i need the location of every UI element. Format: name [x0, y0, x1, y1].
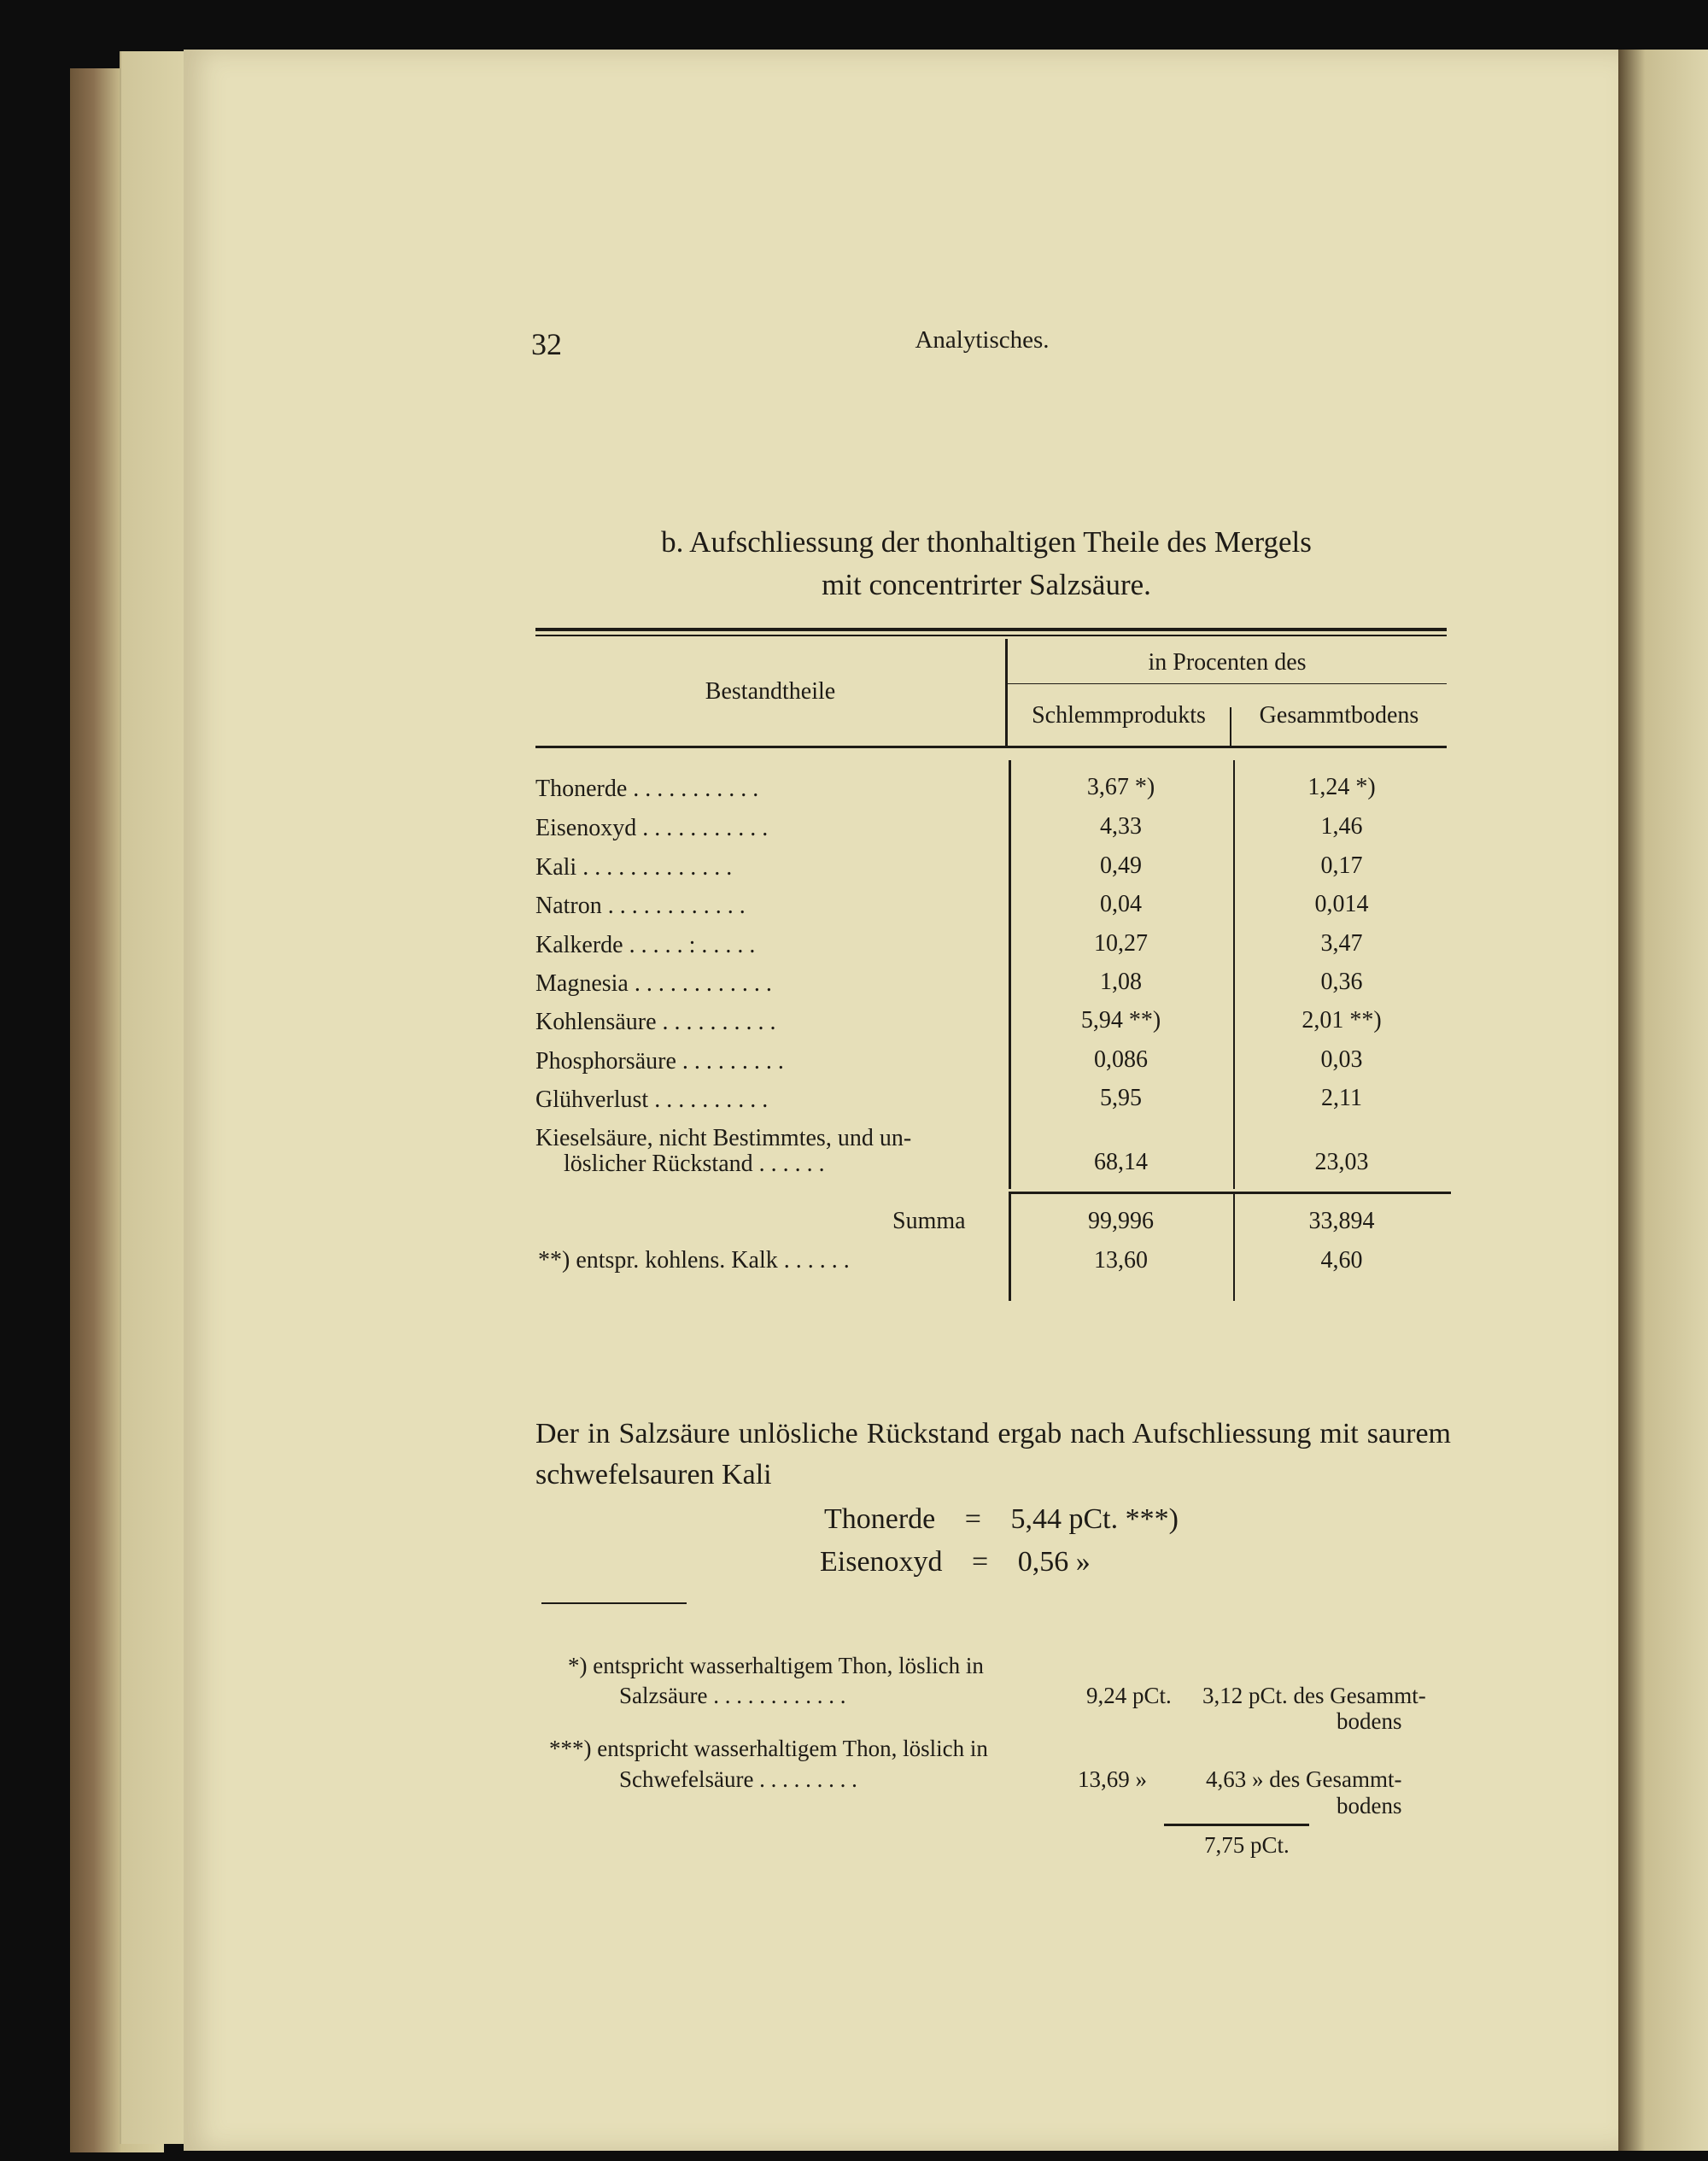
row-value-schlemm: 5,95	[1100, 1085, 1142, 1111]
footnote-1-value2-cont: bodens	[1337, 1708, 1402, 1734]
sum-value-schlemm: 99,996	[1088, 1208, 1154, 1234]
row-label-line2: löslicher Rückstand . . . . . .	[564, 1151, 825, 1177]
table-top-rule-thin	[535, 635, 1447, 636]
row-label: Kali . . . . . . . . . . . . .	[535, 854, 733, 881]
footnote-separator	[541, 1602, 687, 1604]
sum-value-gesammt: 33,894	[1308, 1208, 1375, 1234]
row-value-schlemm: 0,086	[1094, 1046, 1148, 1073]
row-value-schlemm: 68,14	[1094, 1149, 1148, 1175]
row-value-gesammt: 0,36	[1320, 969, 1363, 995]
table-top-rule	[535, 628, 1447, 631]
row-value-schlemm: 0,49	[1100, 852, 1142, 879]
table-header-bottom-rule	[535, 746, 1447, 748]
running-title: Analytisches.	[915, 326, 1050, 354]
footnote-total: 7,75 pCt.	[1204, 1832, 1290, 1858]
extra-row-label: **) entspr. kohlens. Kalk . . . . . .	[538, 1247, 850, 1274]
footnote-2-value2: 4,63 » des Gesammt-	[1206, 1766, 1402, 1792]
row-value-schlemm: 1,08	[1100, 969, 1142, 995]
footnote-1-value2: 3,12 pCt. des Gesammt-	[1202, 1683, 1426, 1708]
row-label: Eisenoxyd . . . . . . . . . . .	[535, 815, 769, 841]
row-value-gesammt: 2,01 **)	[1301, 1007, 1382, 1034]
equation-name: Thonerde	[824, 1503, 936, 1535]
row-value-gesammt: 0,17	[1320, 852, 1363, 879]
row-value-schlemm: 4,33	[1100, 813, 1142, 840]
section-title-line1: b. Aufschliessung der thonhaltigen Theile des Mergels	[661, 525, 1312, 559]
footnote-2-line1: ***) entspricht wasserhaltigem Thon, löslich in	[549, 1736, 988, 1761]
table-sum-divider-1	[1009, 1194, 1011, 1301]
row-label: Magnesia . . . . . . . . . . . .	[535, 970, 772, 997]
footnote-2-label: Schwefelsäure . . . . . . . . .	[619, 1766, 857, 1792]
col-header-bestandtheile: Bestandtheile	[705, 678, 836, 705]
section-title	[538, 521, 1435, 606]
extra-value-schlemm: 13,60	[1094, 1247, 1148, 1274]
footnote-1-value1: 9,24 pCt.	[1086, 1683, 1172, 1708]
row-value-gesammt: 23,03	[1314, 1149, 1369, 1175]
row-value-gesammt: 1,46	[1320, 813, 1363, 840]
equation-sign: =	[964, 1503, 981, 1535]
body-paragraph: Der in Salzsäure unlösliche Rückstand ergab nach Aufschliessung mit saurem schwefelsauren Kali	[535, 1418, 1451, 1490]
row-value-gesammt: 3,47	[1320, 930, 1363, 957]
equation-value: 0,56 »	[1017, 1546, 1091, 1578]
row-value-schlemm: 0,04	[1100, 891, 1142, 917]
row-label: Kohlensäure . . . . . . . . . .	[535, 1009, 776, 1035]
footnote-2-value1: 13,69 »	[1078, 1766, 1147, 1792]
row-value-schlemm: 3,67 *)	[1086, 774, 1155, 800]
footnote-total-rule	[1164, 1824, 1309, 1826]
col-header-schlemmprodukts: Schlemmprodukts	[1032, 702, 1206, 729]
equation-value: 5,44 pCt. ***)	[1010, 1503, 1179, 1535]
row-value-gesammt: 0,014	[1314, 891, 1369, 917]
row-value-gesammt: 2,11	[1321, 1085, 1362, 1111]
table-sum-rule	[1009, 1192, 1451, 1194]
page-number: 32	[531, 327, 562, 361]
extra-value-gesammt: 4,60	[1320, 1247, 1363, 1274]
footnote-2-value2-cont: bodens	[1337, 1793, 1402, 1818]
row-label: Glühverlust . . . . . . . . . .	[535, 1086, 769, 1113]
row-label-line1: Kieselsäure, nicht Bestimmtes, und un-	[535, 1125, 912, 1151]
row-label: Thonerde . . . . . . . . . . .	[535, 776, 759, 802]
row-value-schlemm: 10,27	[1094, 930, 1148, 957]
sum-label: Summa	[892, 1208, 966, 1234]
row-label: Natron . . . . . . . . . . . .	[535, 893, 746, 919]
footnote-1-line1: *) entspricht wasserhaltigem Thon, löslich in	[568, 1653, 984, 1678]
table-group-rule	[1008, 683, 1447, 684]
row-label: Phosphorsäure . . . . . . . . .	[535, 1048, 784, 1075]
footnote-1-label: Salzsäure . . . . . . . . . . . .	[619, 1683, 846, 1708]
col-group-header: in Procenten des	[1148, 649, 1307, 676]
col-header-gesammtbodens: Gesammtbodens	[1259, 702, 1419, 729]
row-value-schlemm: 5,94 **)	[1080, 1007, 1161, 1034]
row-value-gesammt: 1,24 *)	[1307, 774, 1376, 800]
row-value-gesammt: 0,03	[1320, 1046, 1363, 1073]
equation-name: Eisenoxyd	[820, 1546, 943, 1578]
equation-thonerde	[824, 1503, 1179, 1536]
section-title-line2: mit concentrirter Salzsäure.	[822, 568, 1151, 601]
equation-eisenoxyd	[820, 1546, 1091, 1578]
facing-page-edge	[1618, 50, 1708, 2151]
row-label: Kalkerde . . . . . : . . . . .	[535, 932, 756, 958]
equation-sign: =	[972, 1546, 989, 1578]
